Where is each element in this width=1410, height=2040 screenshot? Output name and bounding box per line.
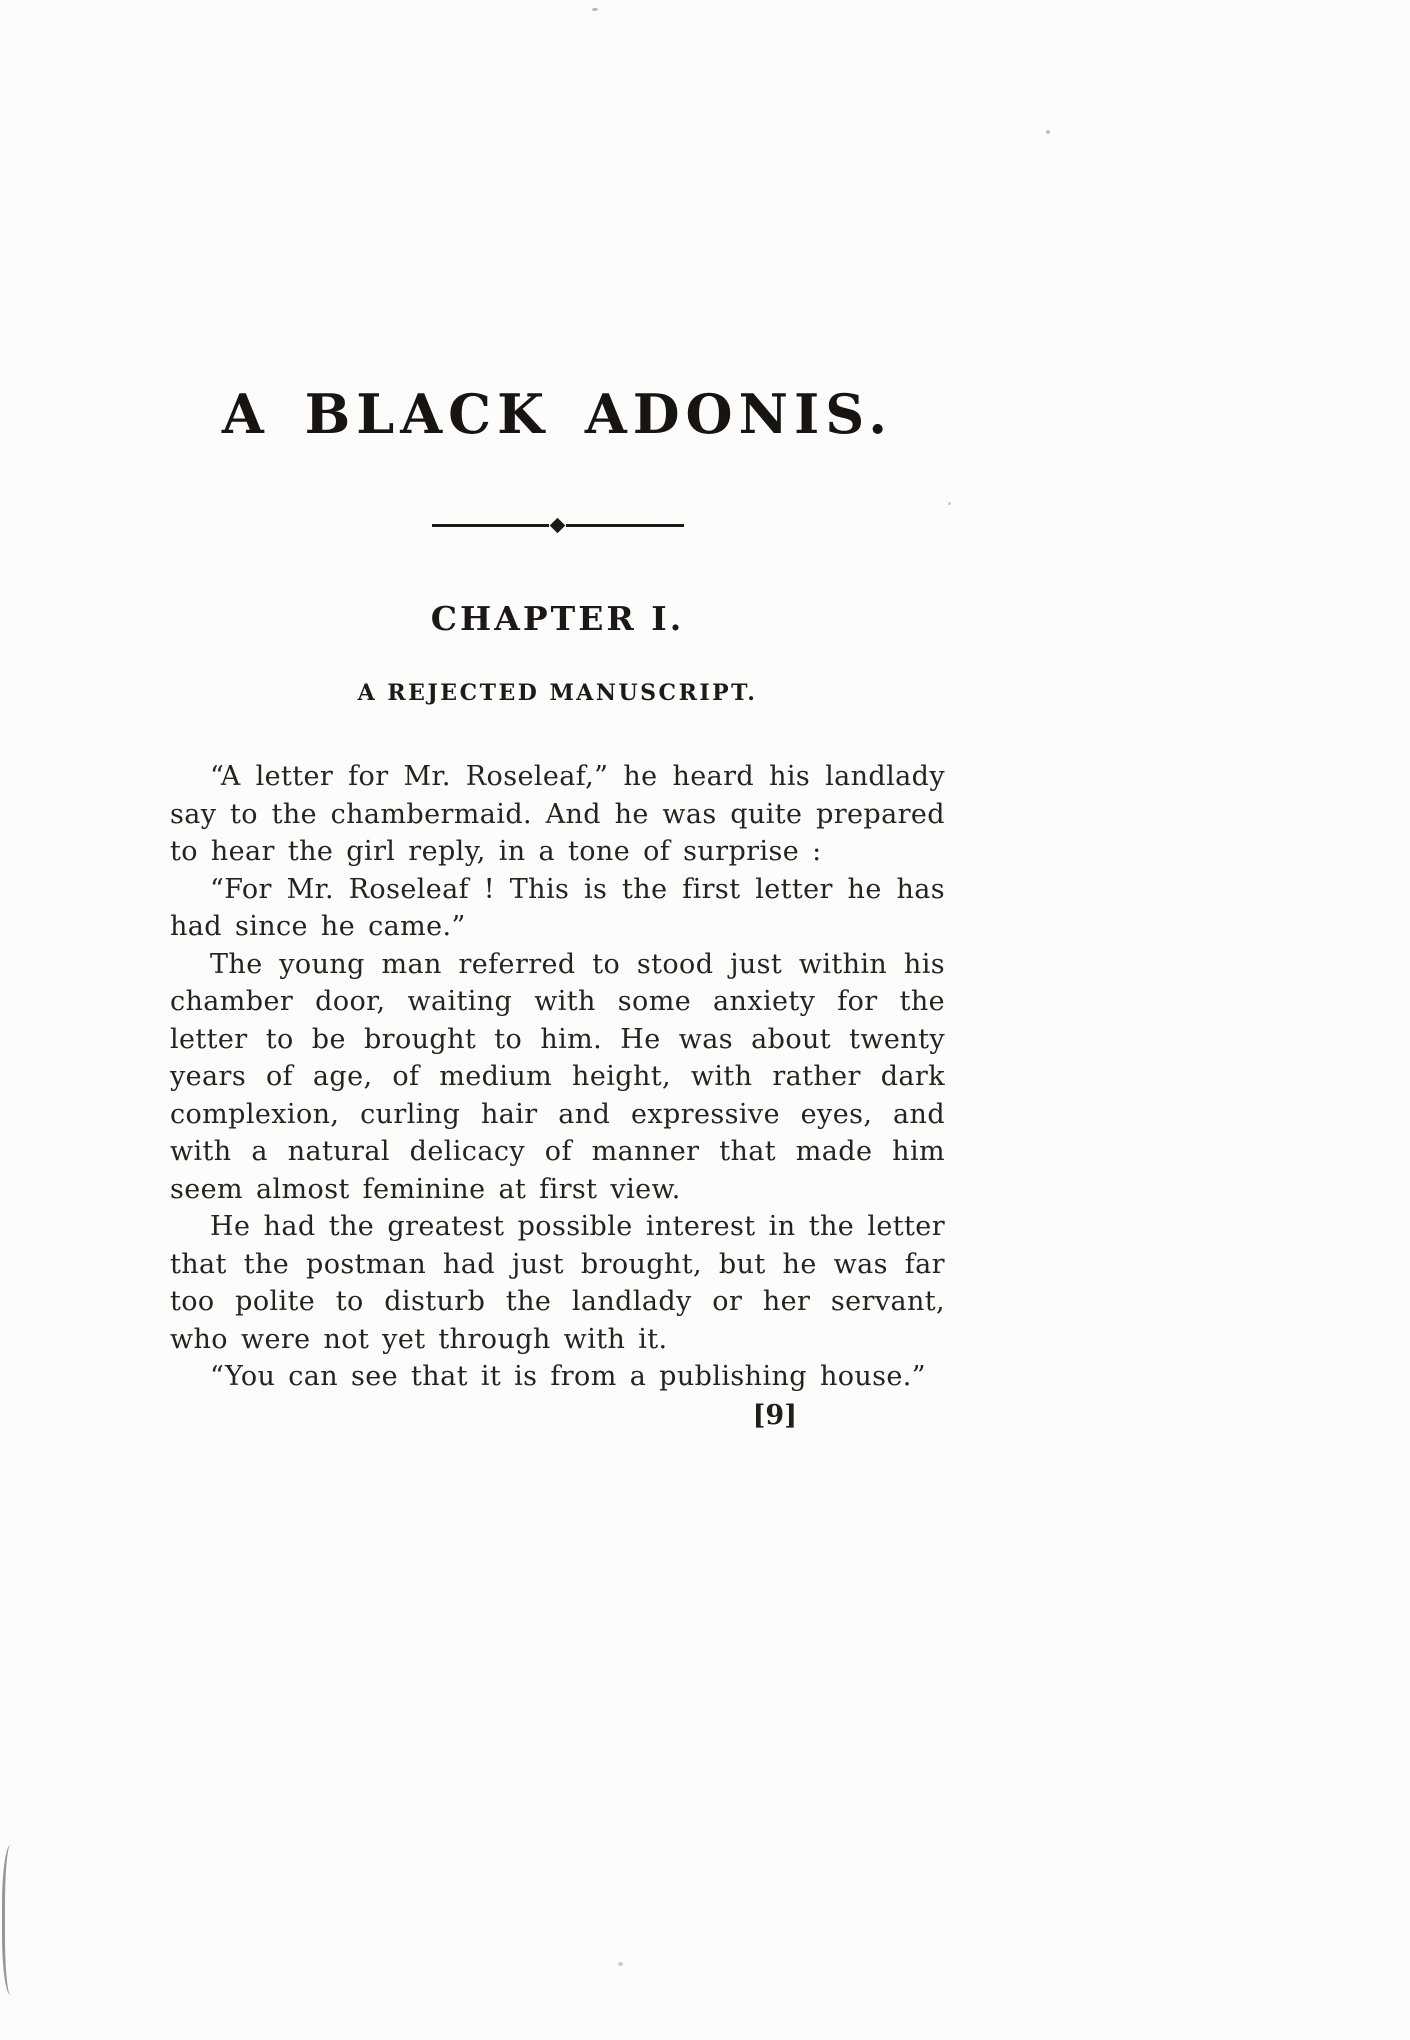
scan-speck (1046, 130, 1050, 134)
scan-speck (618, 1962, 623, 1966)
page-number: [9] (752, 1399, 797, 1431)
paragraph-1: “A letter for Mr. Roseleaf,” he heard his landlady say to the chambermaid. And he was quite prepared to hear the girl reply, in a tone of surprise : (170, 761, 945, 867)
paragraph-2: “For Mr. Roseleaf ! This is the first letter he has had since he came.” (170, 873, 945, 942)
page-content (170, 0, 945, 1431)
body-text (170, 758, 945, 1396)
paragraph-4: He had the greatest possible interest in the letter that the postman had just brought, but he was far too polite to disturb the landlady or her servant, who were not yet through with it. (170, 1211, 945, 1355)
diamond-ornament-icon (550, 518, 566, 534)
ornamental-divider (432, 520, 684, 531)
book-title: A BLACK ADONIS. (221, 382, 894, 446)
section-heading: A REJECTED MANUSCRIPT. (357, 680, 758, 706)
chapter-heading: CHAPTER I. (430, 599, 685, 638)
paragraph-3: The young man referred to stood just within his chamber door, waiting with some anxiety for the letter to be brought to him. He was about twenty years of age, of medium height, with rather dark complexion, curling hair and expressive eyes, and with a natural delicacy of manner that made him seem almost feminine at first view. (170, 948, 945, 1205)
divider-rule-right (566, 524, 684, 527)
scan-speck (592, 8, 598, 11)
page-edge-mark (2, 1845, 19, 1995)
paragraph-5: “You can see that it is from a publishing house.” (210, 1361, 926, 1392)
divider-rule-left (432, 524, 550, 527)
scan-speck (948, 502, 951, 505)
